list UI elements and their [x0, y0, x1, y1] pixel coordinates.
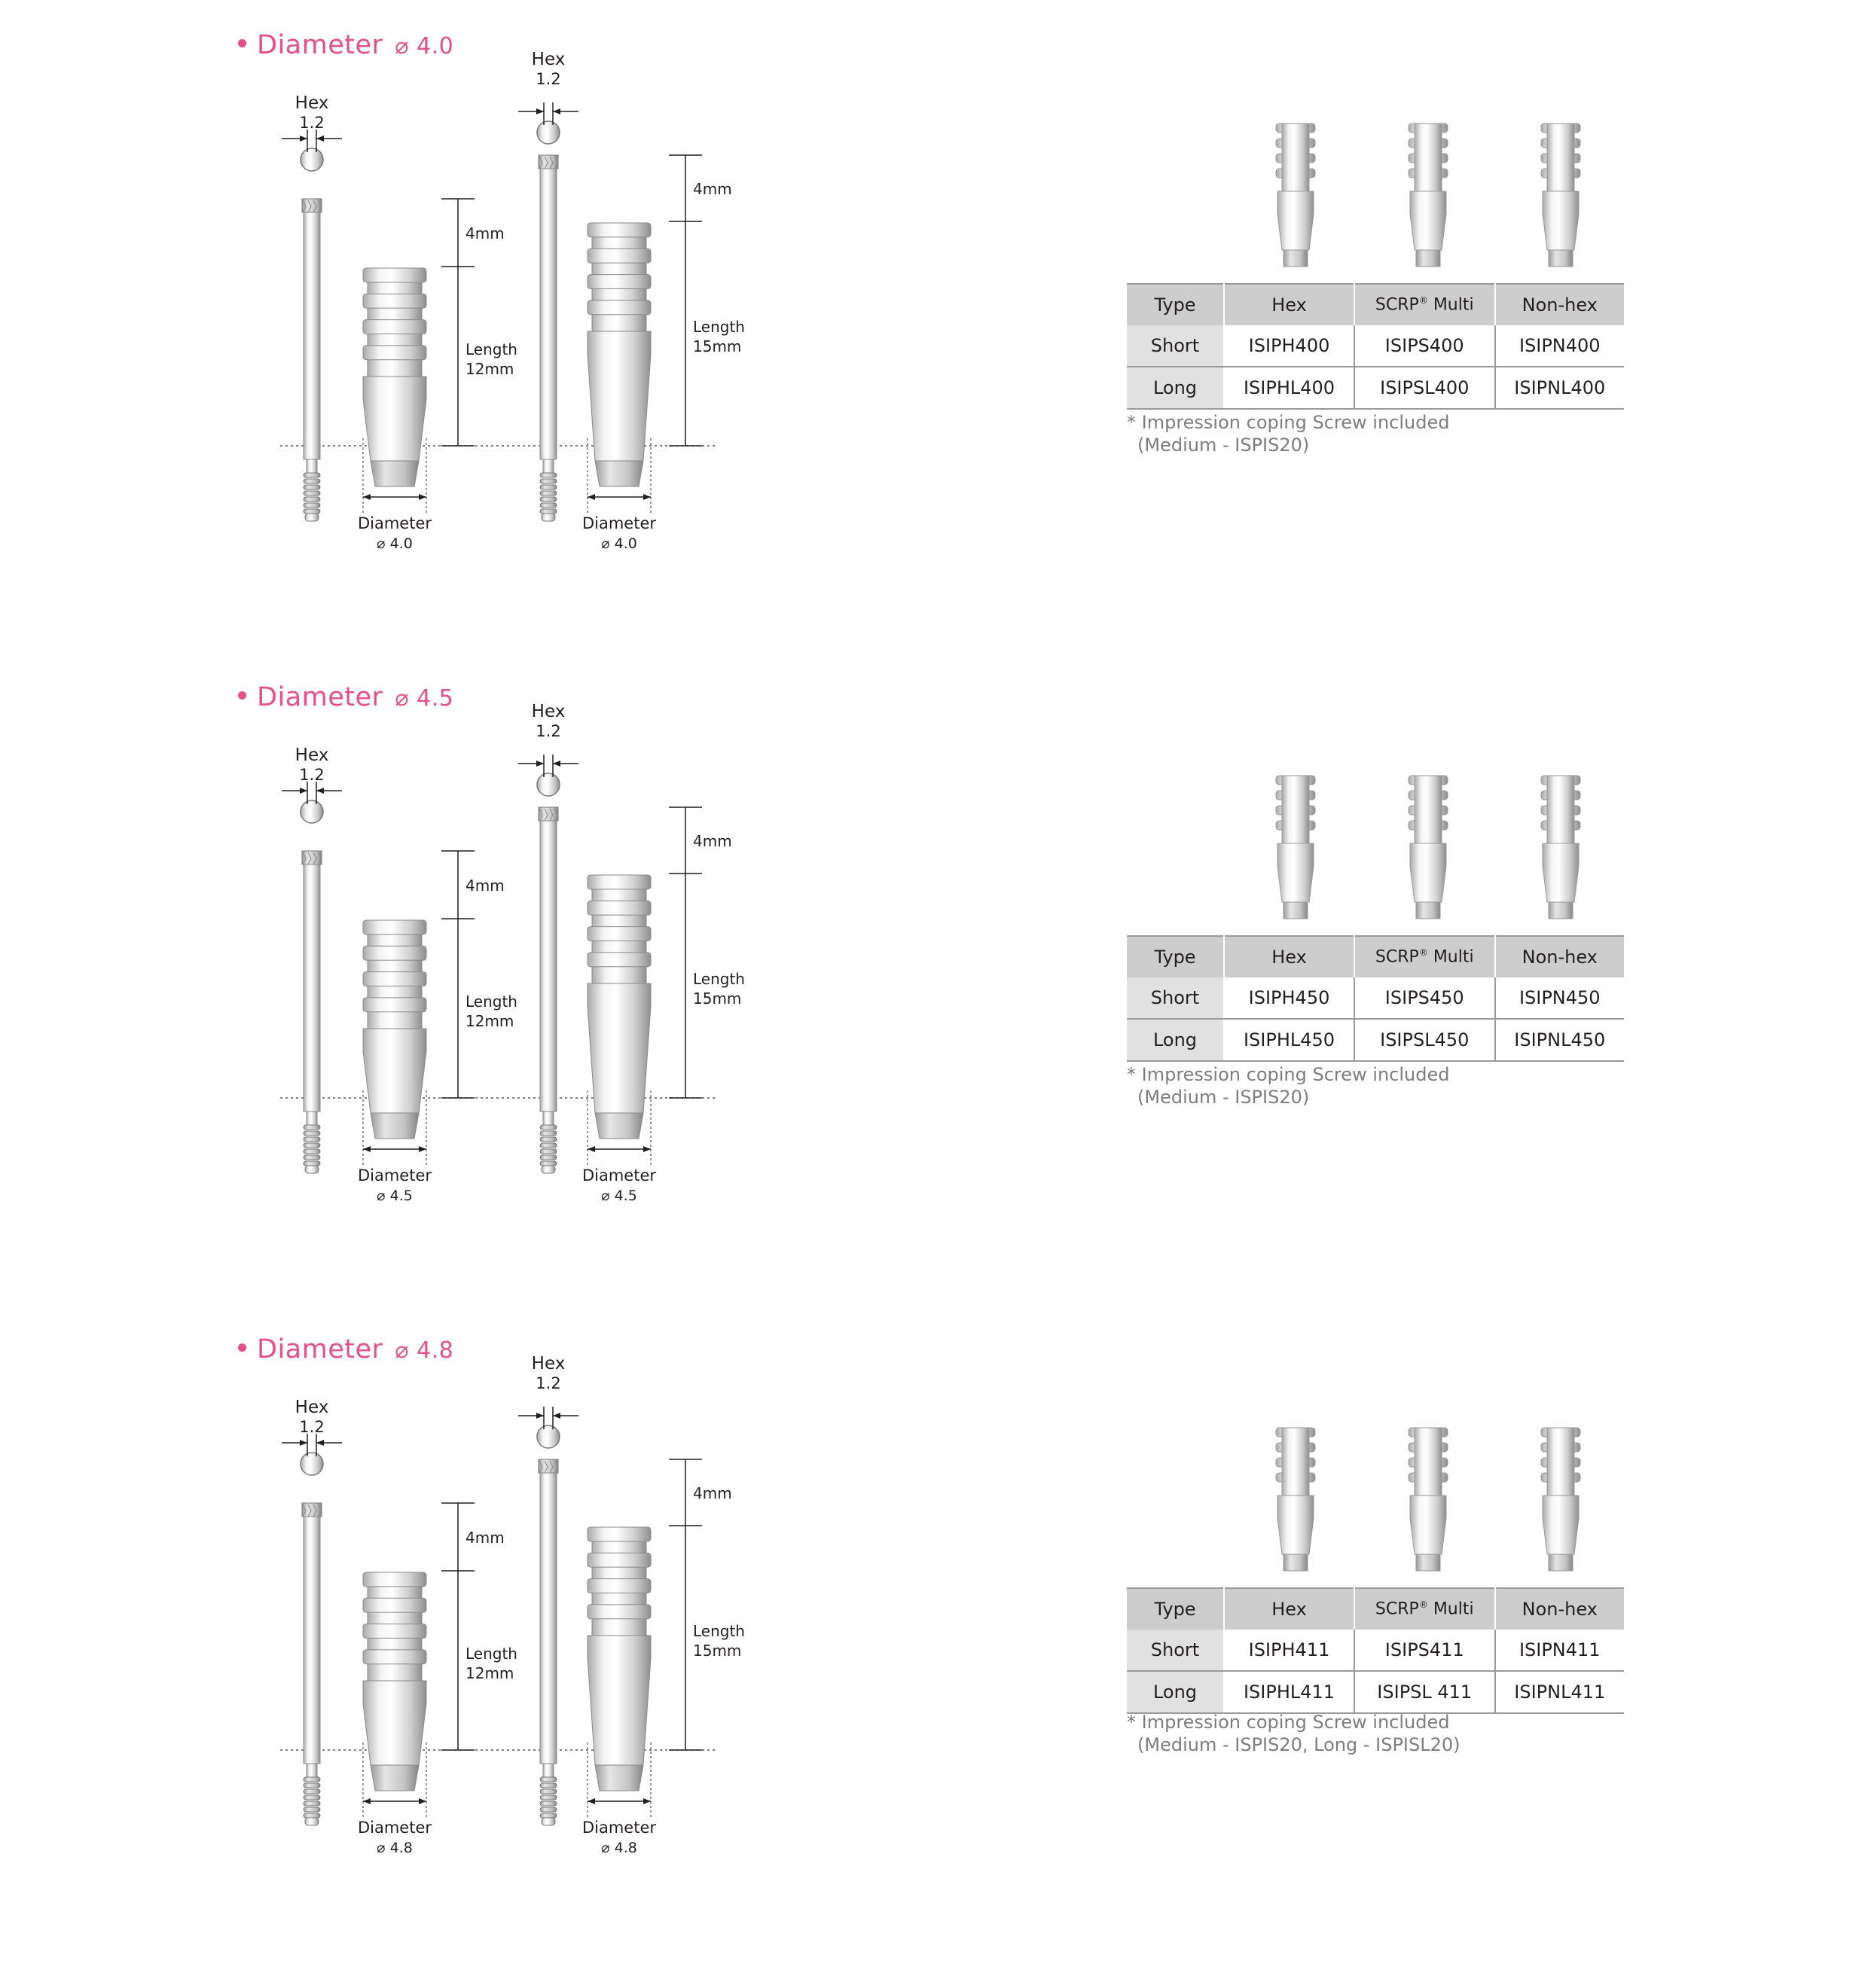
screw-note [1127, 411, 1449, 456]
coping-hex-base [1549, 250, 1573, 267]
cell-nonhex: ISIPN450 [1495, 977, 1625, 1019]
coping-core [1547, 776, 1574, 843]
length-value: 15mm [693, 989, 742, 1008]
length-label: Length [465, 340, 517, 358]
cell-hex: ISIPH450 [1224, 977, 1354, 1019]
coping-hex-base [1416, 902, 1440, 919]
header-scrp-multi: Multi [1433, 1599, 1474, 1619]
hex-label: Hex [295, 93, 329, 113]
coping-core [1547, 1428, 1574, 1496]
row-label: Long [1127, 367, 1224, 409]
cell-scrp: ISIPSL 411 [1354, 1671, 1494, 1713]
product-photo [1276, 123, 1315, 267]
header-scrp-label: SCRP [1375, 1599, 1419, 1619]
section-diameter-45 [0, 652, 1868, 1300]
screw-note [1127, 1711, 1461, 1756]
note-line-2: (Medium - ISPIS20) [1137, 1087, 1310, 1108]
coping-core [1282, 776, 1309, 843]
spec-table [1127, 1587, 1624, 1714]
product-photo [1276, 776, 1315, 919]
row-label: Short [1127, 1630, 1224, 1671]
diameter-label: Diameter [581, 1819, 657, 1837]
section-title-value: ⌀ 4.8 [395, 1337, 454, 1364]
section-title-label: Diameter [257, 30, 383, 60]
section-title-label: Diameter [257, 682, 383, 712]
coping-hex-base [1283, 902, 1308, 919]
header-scrp-multi: Multi [1433, 295, 1474, 315]
diameter-value: ⌀ 4.8 [377, 1840, 413, 1856]
length-label: Length [465, 1645, 517, 1663]
coping-body [1543, 1496, 1579, 1554]
diameter-label: Diameter [581, 1166, 657, 1185]
section-title-value: ⌀ 4.5 [395, 685, 454, 712]
cell-nonhex: ISIPN411 [1495, 1630, 1625, 1671]
header-scrp-label: SCRP [1375, 947, 1419, 967]
diameter-value: ⌀ 4.0 [377, 535, 413, 552]
hex-value: 1.2 [299, 766, 325, 784]
diameter-value: ⌀ 4.5 [377, 1188, 413, 1204]
length-value: 15mm [693, 1642, 742, 1660]
header-scrp-label: SCRP [1375, 295, 1419, 315]
table-row [1127, 325, 1624, 367]
coping-hex-base [1416, 250, 1440, 267]
hex-value: 1.2 [299, 114, 325, 132]
length-value: 15mm [693, 337, 742, 355]
product-photo [1541, 776, 1580, 919]
note-line-2: (Medium - ISPIS20, Long - ISPISL20) [1137, 1734, 1461, 1755]
top-dimension: 4mm [465, 1529, 505, 1547]
cell-scrp: ISIPSL450 [1354, 1019, 1494, 1061]
coping-body [1277, 843, 1314, 902]
coping-hex-base [1549, 1554, 1573, 1571]
top-dimension: 4mm [693, 1484, 732, 1502]
coping-body [1277, 191, 1314, 250]
product-photo [1541, 1428, 1580, 1571]
hex-value: 1.2 [536, 70, 561, 88]
coping-core [1415, 1428, 1442, 1496]
product-photo [1409, 776, 1448, 919]
length-label: Length [693, 1622, 745, 1640]
note-line-1: * Impression coping Screw included [1127, 1064, 1450, 1085]
product-photo [1409, 123, 1448, 267]
coping-body [1410, 1496, 1446, 1554]
hex-value: 1.2 [536, 722, 561, 740]
spec-table [1127, 283, 1624, 410]
coping-body [1543, 843, 1579, 902]
spec-table [1127, 935, 1624, 1062]
hex-value: 1.2 [299, 1418, 325, 1436]
header-hex: Hex [1224, 936, 1354, 977]
coping-body [1410, 843, 1446, 902]
coping-core [1282, 1428, 1309, 1496]
cell-nonhex: ISIPNL411 [1495, 1671, 1625, 1713]
cell-hex: ISIPHL400 [1224, 367, 1354, 409]
coping-body [1277, 1496, 1314, 1554]
note-line-2: (Medium - ISPIS20) [1137, 434, 1310, 456]
cell-hex: ISIPH400 [1224, 325, 1354, 367]
coping-hex-base [1549, 902, 1573, 919]
header-scrp [1354, 284, 1494, 325]
cell-scrp: ISIPS450 [1354, 977, 1494, 1019]
table-row [1127, 1671, 1624, 1713]
cell-nonhex: ISIPN400 [1495, 325, 1625, 367]
coping-body [1543, 191, 1579, 250]
length-value: 12mm [465, 1664, 514, 1682]
screw-note [1127, 1063, 1449, 1108]
header-type: Type [1127, 936, 1224, 977]
header-nonhex: Non-hex [1495, 1588, 1625, 1630]
cell-hex: ISIPHL450 [1224, 1019, 1354, 1061]
product-photo [1276, 1428, 1315, 1571]
table-row [1127, 977, 1624, 1019]
table-row [1127, 367, 1624, 409]
section-diameter-40 [0, 0, 1868, 648]
diameter-value: ⌀ 4.5 [601, 1188, 637, 1204]
table-header-row [1127, 1588, 1624, 1630]
diameter-label: Diameter [581, 514, 657, 532]
top-dimension: 4mm [693, 180, 732, 198]
coping-core [1415, 123, 1442, 191]
diameter-label: Diameter [357, 1166, 432, 1185]
header-type: Type [1127, 1588, 1224, 1630]
top-dimension: 4mm [693, 832, 732, 850]
registered-mark: ® [1418, 947, 1428, 959]
row-label: Short [1127, 977, 1224, 1019]
hex-label: Hex [531, 50, 566, 69]
diameter-label: Diameter [357, 1819, 432, 1837]
note-line-1: * Impression coping Screw included [1127, 1712, 1450, 1733]
header-scrp [1354, 936, 1494, 977]
header-nonhex: Non-hex [1495, 284, 1625, 325]
section-title-value: ⌀ 4.0 [395, 33, 454, 59]
header-scrp-multi: Multi [1433, 947, 1474, 967]
registered-mark: ® [1418, 1599, 1428, 1611]
cell-hex: ISIPHL411 [1224, 1671, 1354, 1713]
hex-label: Hex [295, 1398, 329, 1417]
coping-body [1410, 191, 1446, 250]
diameter-value: ⌀ 4.8 [601, 1840, 637, 1856]
table-header-row [1127, 284, 1624, 325]
coping-hex-base [1416, 1554, 1440, 1571]
cell-scrp: ISIPSL400 [1354, 367, 1494, 409]
hex-label: Hex [295, 746, 329, 765]
hex-label: Hex [531, 1354, 566, 1374]
table-row [1127, 1019, 1624, 1061]
length-value: 12mm [465, 1012, 514, 1030]
cell-hex: ISIPH411 [1224, 1630, 1354, 1671]
cell-scrp: ISIPS411 [1354, 1630, 1494, 1671]
registered-mark: ® [1418, 295, 1428, 306]
length-value: 12mm [465, 360, 514, 378]
product-photo [1409, 1428, 1448, 1571]
cell-nonhex: ISIPNL400 [1495, 367, 1625, 409]
header-type: Type [1127, 284, 1224, 325]
diameter-label: Diameter [357, 514, 432, 532]
top-dimension: 4mm [465, 877, 505, 895]
section-diameter-48 [0, 1304, 1868, 1952]
coping-hex-base [1283, 1554, 1308, 1571]
row-label: Long [1127, 1671, 1224, 1713]
section-title-label: Diameter [257, 1334, 383, 1364]
header-scrp [1354, 1588, 1494, 1630]
coping-core [1547, 123, 1574, 191]
hex-value: 1.2 [536, 1374, 561, 1392]
hex-label: Hex [531, 702, 566, 721]
length-label: Length [465, 992, 517, 1011]
coping-core [1415, 776, 1442, 843]
top-dimension: 4mm [465, 224, 505, 242]
header-hex: Hex [1224, 1588, 1354, 1630]
product-photo [1541, 123, 1580, 267]
cell-scrp: ISIPS400 [1354, 325, 1494, 367]
length-label: Length [693, 970, 745, 988]
length-label: Length [693, 318, 745, 336]
row-label: Long [1127, 1019, 1224, 1061]
coping-core [1282, 123, 1309, 191]
cell-nonhex: ISIPNL450 [1495, 1019, 1625, 1061]
table-header-row [1127, 936, 1624, 977]
coping-hex-base [1283, 250, 1308, 267]
row-label: Short [1127, 325, 1224, 367]
table-row [1127, 1630, 1624, 1671]
note-line-1: * Impression coping Screw included [1127, 412, 1450, 433]
diameter-value: ⌀ 4.0 [601, 535, 637, 552]
header-hex: Hex [1224, 284, 1354, 325]
header-nonhex: Non-hex [1495, 936, 1625, 977]
